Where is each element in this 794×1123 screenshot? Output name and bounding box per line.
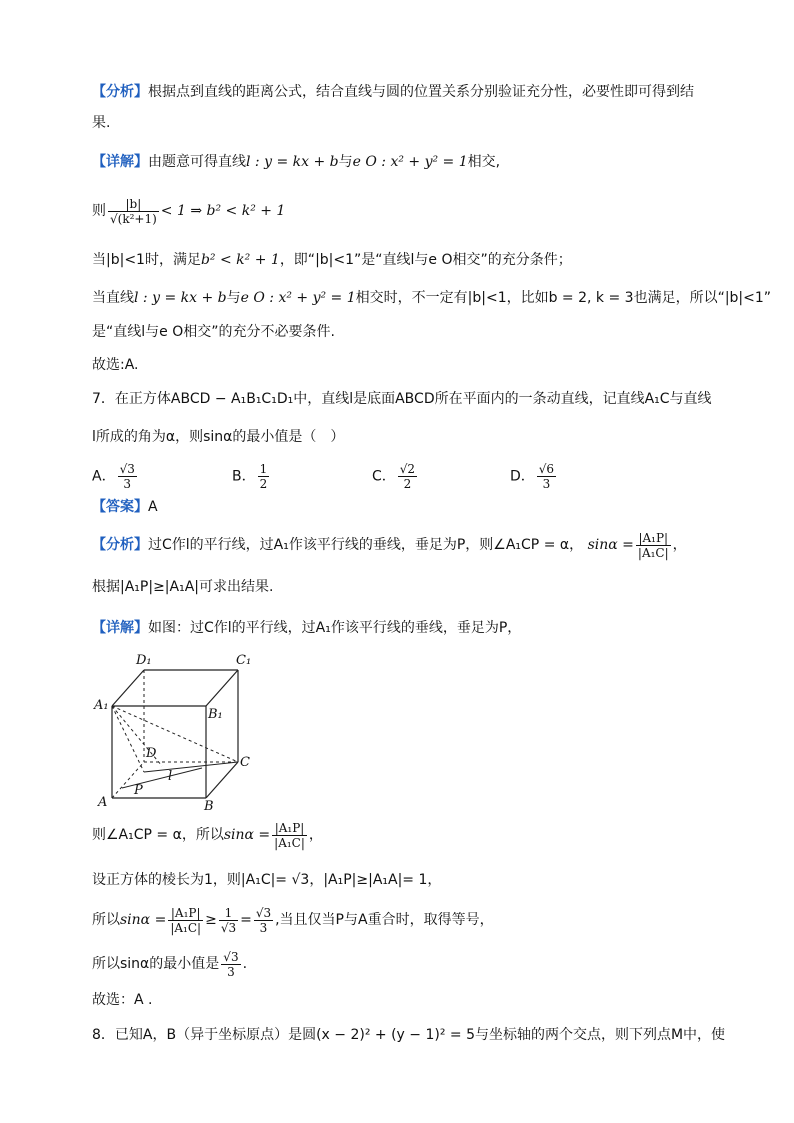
sufficient-text-b: ，即“|b|<1”是“直线l与e O相交”的充分条件； [279, 252, 572, 268]
ineq-text-d: ,当且仅当P与A重合时，取得等号， [275, 912, 494, 928]
option-a-den: 3 [123, 477, 132, 491]
ineq-text-a: 所以 [92, 912, 120, 928]
detail-text: 由题意可得直线 [148, 154, 246, 170]
sin-num: |A₁P| [636, 531, 671, 546]
label-a1: A₁ [94, 698, 109, 713]
sin-label: sinα = [587, 537, 634, 553]
sufficient-text-a: 当|b|<1时，满足 [92, 252, 201, 268]
after-figure-comma: ， [308, 827, 323, 843]
option-d-label: D． [510, 468, 535, 485]
intersect-text: 相交, [467, 154, 501, 170]
q7-detail-text: 如图：过C作l的平行线，过A₁作该平行线的垂线，垂足为P， [148, 620, 522, 636]
cube-figure [92, 648, 262, 812]
option-b-den: 2 [259, 477, 268, 491]
necessary-text-c: 是“直线l与e O相交”的充分不必要条件. [92, 324, 335, 340]
sufficient-line [92, 250, 572, 270]
sin-fraction-2 [272, 821, 307, 850]
q8-stem-text: 8．已知A，B（异于坐标原点）是圆(x − 2)² + (y − 1)² = 5与坐标轴的两个交点，则下列点M中，使 [92, 1027, 726, 1043]
ineq-frac-2-den: √3 [220, 920, 237, 935]
ineq-frac-3 [254, 906, 273, 935]
q7-analysis-line-1: 【分析】过C作l的平行线，过A₁作该平行线的垂线，垂足为P，则∠A₁CP = α， sinα = $\frac{\text{|A₁P|}}{\text{|A₁C|}}$ ， [92, 530, 687, 560]
q7-option-a [92, 462, 139, 491]
min-text: 所以sinα的最小值是 [92, 956, 220, 972]
circle-equation-2: e O : x² + y² = 1 [240, 290, 356, 306]
option-b-num: 1 [259, 462, 268, 476]
sin-den: |A₁C| [637, 545, 669, 560]
option-d-fraction [537, 462, 556, 491]
ineq-eq: = [240, 912, 252, 928]
sin-den-2: |A₁C| [274, 835, 305, 850]
option-b-label: B． [232, 468, 256, 485]
q7-analysis-tag: 【分析】 [92, 537, 148, 553]
edge-b-c [206, 762, 238, 798]
line-equation-2: l : y = kx + b [134, 290, 227, 306]
label-p: P [134, 783, 143, 798]
q7-option-c [372, 462, 419, 491]
q7-after-figure-line [92, 816, 323, 854]
q7-detail-line-1 [92, 618, 521, 638]
with-text: 与 [338, 154, 353, 170]
necessary-line-1 [92, 288, 771, 308]
option-c-num: √2 [399, 462, 416, 476]
ineq-frac-1-den: |A₁C| [170, 920, 202, 935]
label-l: l [168, 769, 173, 784]
ineq-frac-2-num: 1 [219, 906, 238, 921]
option-b-fraction [258, 462, 270, 491]
min-frac-num: √3 [223, 949, 239, 964]
label-d: D [146, 746, 157, 761]
with-text-2: 与 [226, 290, 241, 306]
label-c1: C₁ [236, 653, 252, 668]
choose-text-2: 故选：A . [92, 992, 153, 1008]
answer-tag: 【答案】 [92, 499, 148, 515]
edge-length-text: 设正方体的棱长为1，则|A₁C|= √3，|A₁P|≥|A₁A|= 1， [92, 872, 442, 888]
q7-stem-line-1 [92, 389, 712, 409]
min-fraction [221, 950, 240, 979]
sin-label-3: sinα = [120, 912, 167, 928]
q7-min-line [92, 944, 247, 984]
q8-stem-line-1 [92, 1025, 725, 1045]
q7-stem-text-1: 7．在正方体ABCD − A₁B₁C₁D₁中，直线l是底面ABCD所在平面内的一条动直线，记直线A₁C与直线 [92, 391, 712, 407]
label-b1: B₁ [208, 707, 223, 722]
line-equation: l : y = kx + b [246, 154, 339, 170]
option-c-label: C． [372, 468, 396, 485]
edge-b1-c1 [206, 670, 238, 706]
necessary-line-2 [92, 322, 335, 342]
after-figure-text: 则∠A₁CP = α，所以 [92, 827, 224, 843]
ineq-frac-3-den: 3 [259, 920, 268, 935]
option-c-fraction [398, 462, 417, 491]
option-a-label: A． [92, 468, 116, 485]
edge-a1-d1 [112, 670, 144, 706]
analysis-line-2 [92, 113, 110, 133]
analysis-tag: 【分析】 [92, 84, 148, 100]
ineq-frac-1-num: |A₁P| [168, 906, 203, 921]
sufficient-expr: b² < k² + 1 [200, 252, 280, 268]
min-period: . [242, 956, 248, 972]
label-c: C [240, 755, 250, 770]
q7-inequality-line [92, 898, 494, 942]
analysis-text: 根据点到直线的距离公式，结合直线与圆的位置关系分别验证充分性，必要性即可得到结 [148, 84, 694, 100]
distance-fraction [108, 197, 159, 226]
analysis-line-1 [92, 82, 694, 102]
label-a: A [98, 795, 108, 810]
q7-stem-line-2 [92, 427, 344, 447]
answer-value: A [148, 499, 158, 515]
ineq-frac-2 [219, 906, 238, 935]
circle-equation: e O : x² + y² = 1 [352, 154, 468, 170]
choose-line-2 [92, 990, 152, 1010]
q7-option-d [510, 462, 558, 491]
ineq-frac-3-num: √3 [255, 905, 272, 920]
q7-answer-line [92, 497, 158, 517]
q7-detail-tag: 【详解】 [92, 620, 148, 636]
sin-label-2: sinα = [223, 827, 271, 843]
choose-line-1 [92, 355, 139, 375]
q7-analysis-text-2: 根据|A₁P|≥|A₁A|可求出结果. [92, 579, 274, 595]
detail-tag: 【详解】 [92, 154, 148, 170]
option-a-fraction [118, 462, 137, 491]
q7-analysis-line-2 [92, 577, 273, 597]
choose-text-1: 故选:A. [92, 357, 139, 373]
q7-option-b [232, 462, 271, 491]
distance-denominator: √(k²+1) [110, 211, 157, 226]
ineq-frac-1 [168, 906, 203, 935]
label-b: B [204, 799, 214, 812]
distance-line [92, 190, 285, 232]
necessary-text-b: 相交时，不一定有|b|<1，比如b = 2, k = 3也满足，所以“|b|<1” [355, 290, 772, 306]
distance-numerator: |b| [108, 197, 159, 212]
q7-stem-text-2: l所成的角为α，则sinα的最小值是（ ） [92, 429, 345, 445]
option-a-num: √3 [119, 462, 135, 476]
sin-fraction [636, 531, 671, 560]
q7-analysis-text: 过C作l的平行线，过A₁作该平行线的垂线，垂足为P，则∠A₁CP = α， [148, 537, 584, 553]
detail-line-1 [92, 152, 500, 172]
min-frac-den: 3 [227, 964, 235, 979]
q7-edge-line [92, 870, 441, 890]
sin-num-2: |A₁P| [272, 821, 307, 836]
option-d-num: √6 [538, 462, 555, 476]
analysis-text-cont: 果. [92, 115, 111, 131]
label-d1: D₁ [136, 653, 152, 668]
necessary-text-a: 当直线 [92, 290, 134, 306]
then-text: 则 [92, 203, 106, 219]
ineq-ge: ≥ [205, 912, 217, 928]
distance-inequality: < 1 ⇒ b² < k² + 1 [160, 203, 286, 219]
option-d-den: 3 [542, 477, 551, 491]
option-c-den: 2 [403, 477, 412, 491]
